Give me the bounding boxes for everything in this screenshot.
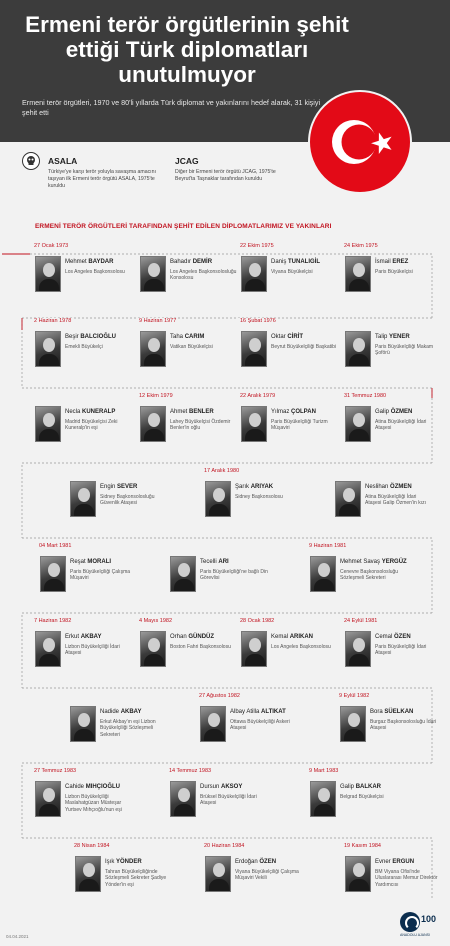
- victim-name: Cemal ÖZEN: [375, 634, 411, 640]
- victim-name: Erdoğan ÖZEN: [235, 859, 277, 865]
- portrait-photo: [310, 556, 336, 592]
- victim-role: Madrid Büyükelçisi Zeki Kuneralp'in eşi: [65, 419, 118, 432]
- victim-role: Vatikan Büyükelçisi: [170, 344, 213, 350]
- victim-date: 7 Haziran 1982: [34, 618, 72, 624]
- victim-date: 22 Aralık 1979: [240, 393, 276, 399]
- victim-role: Paris Büyükelçiliği'ne bağlı Din Görevlisi: [200, 569, 268, 582]
- org-asala-name: ASALA: [48, 156, 78, 166]
- portrait-photo: [310, 781, 336, 817]
- victim-card: [340, 393, 444, 463]
- victim-date: 2 Haziran 1978: [34, 318, 72, 324]
- victim-card: [30, 318, 134, 388]
- victim-role: Paris Büyükelçiliği Makam Şoförü: [375, 344, 434, 357]
- victim-card: [200, 843, 304, 913]
- victim-card: [340, 618, 444, 688]
- victim-card: [30, 393, 134, 463]
- portrait-photo: [40, 556, 66, 592]
- victim-card: [340, 843, 444, 913]
- victim-role: Los Angeles Başkonsolosu: [271, 644, 331, 650]
- org-jcag: [175, 156, 295, 183]
- portrait-photo: [340, 706, 366, 742]
- victim-name: Galip BALKAR: [340, 784, 382, 790]
- portrait-photo: [170, 556, 196, 592]
- victim-card: [236, 318, 340, 388]
- victim-date: 28 Nisan 1984: [74, 843, 110, 849]
- victim-name: İsmail EREZ: [375, 259, 409, 265]
- portrait-photo: [140, 256, 166, 292]
- victim-card: [330, 468, 434, 538]
- portrait-photo: [170, 781, 196, 817]
- victim-name: Tecelli ARI: [200, 559, 229, 565]
- victim-name: Engin SEVER: [100, 484, 138, 490]
- victim-card: [195, 693, 299, 763]
- section-title: ERMENİ TERÖR ÖRGÜTLERİ TARAFINDAN ŞEHİT EDİLEN DİPLOMATLARIMIZ VE YAKINLARI: [35, 223, 332, 230]
- portrait-photo: [345, 331, 371, 367]
- victim-role: Paris Büyükelçiliği İdari Ataşesi: [375, 644, 427, 657]
- victim-name: Beşir BALCIOĞLU: [65, 334, 117, 340]
- victim-date: 16 Şubat 1976: [240, 318, 276, 324]
- victim-date: 14 Temmuz 1983: [169, 768, 212, 774]
- victim-date: 9 Mart 1983: [309, 768, 339, 774]
- victim-role: Paris Büyükelçiliği Çalışma Müşaviri: [70, 569, 131, 582]
- victim-name: Işık YÖNDER: [105, 859, 142, 865]
- victim-date: 19 Kasım 1984: [344, 843, 381, 849]
- victim-role: Brüksel Büyükelçiliği İdari Ataşesi: [200, 794, 257, 807]
- victim-card: [305, 543, 409, 613]
- victim-date: 27 Ağustos 1982: [199, 693, 240, 699]
- portrait-photo: [241, 631, 267, 667]
- victim-role: Boston Fahri Başkonsolosu: [170, 644, 231, 650]
- portrait-photo: [35, 406, 61, 442]
- victim-name: Şarık ARIYAK: [235, 484, 274, 490]
- victim-role: Viyana Büyükelçiliği Çalışma Müşaviri Vekili: [235, 869, 299, 882]
- victim-role: Los Angeles Başkonsolosluğu Konsolosu: [170, 269, 237, 282]
- victim-name: Albay Atilla ALTIKAT: [230, 709, 286, 715]
- victim-card: [70, 843, 174, 913]
- victim-card: [236, 393, 340, 463]
- victim-card: [30, 243, 134, 313]
- victim-role: Atina Büyükelçiliği İdari Ataşesi Galip Özmen'in kızı: [365, 494, 426, 507]
- victim-role: Paris Büyükelçiliği Turizm Müşaviri: [271, 419, 328, 432]
- victim-role: Lizbon Büyükelçiliği Maslahatgüzarı Müsteşar Yurtsev Mıhçıoğlu'nun eşi: [65, 794, 122, 813]
- timeline-row-2: [0, 318, 450, 388]
- portrait-photo: [200, 706, 226, 742]
- portrait-photo: [205, 856, 231, 892]
- victim-name: Reşat MORALI: [70, 559, 112, 565]
- victim-name: Cahide MIHÇIOĞLU: [65, 784, 121, 790]
- org-jcag-text: Diğer bir Ermeni terör örgütü JCAG, 1975'te Beyrut'ta Taşnaklar tarafından kuruldu: [175, 169, 276, 182]
- victim-card: [165, 543, 269, 613]
- page-title: Ermeni terör örgütlerinin şehit ettiği Türk diplomatları unutulmuyor: [25, 12, 349, 87]
- victim-name: Kemal ARIKAN: [271, 634, 314, 640]
- portrait-photo: [345, 406, 371, 442]
- victim-name: Erkut AKBAY: [65, 634, 102, 640]
- victim-date: 28 Ocak 1982: [240, 618, 275, 624]
- victim-card: [135, 618, 239, 688]
- footer-date: 04.04.2021: [6, 934, 29, 939]
- victim-role: Lizbon Büyükelçiliği İdari Ataşesi: [65, 644, 120, 657]
- victim-name: Talip YENER: [375, 334, 410, 340]
- victim-name: Neslihan ÖZMEN: [365, 484, 412, 490]
- portrait-photo: [35, 631, 61, 667]
- victim-role: Erkut Akbay'ın eşi Lizbon Büyükelçiliği Sözleşmeli Sekreteri: [100, 719, 156, 738]
- victim-role: Sidney Başkonsolosu: [235, 494, 283, 500]
- victim-card: [335, 693, 439, 763]
- timeline-row-4: [0, 468, 450, 538]
- portrait-photo: [345, 856, 371, 892]
- victim-date: 24 Ekim 1975: [344, 243, 378, 249]
- page-subtitle: Ermeni terör örgütleri, 1970 ve 80'li yıllarda Türk diplomat ve yakınlarını hedef alarak, 31 kişiyi şehit etti: [22, 98, 321, 117]
- victim-role: Burgaz Başkonsolosluğu İdari Ataşesi: [370, 719, 437, 732]
- portrait-photo: [70, 481, 96, 517]
- victim-name: Daniş TUNALIGİL: [271, 259, 321, 265]
- victim-name: Evner ERGUN: [375, 859, 415, 865]
- victim-date: 22 Ekim 1975: [240, 243, 274, 249]
- org-asala-text: Türkiye'ye karşı terör yoluyla savaşma amacını taşıyan ilk Ermeni terör örgütü ASALA, 1975'te kuruldu: [48, 169, 156, 189]
- victim-card: [340, 318, 444, 388]
- victim-card: [30, 618, 134, 688]
- portrait-photo: [345, 256, 371, 292]
- turkish-flag-icon: [308, 90, 412, 194]
- victim-role: Ottawa Büyükelçiliği Askeri Ataşesi: [230, 719, 290, 732]
- victim-date: 20 Haziran 1984: [204, 843, 245, 849]
- victim-date: 27 Temmuz 1983: [34, 768, 77, 774]
- victim-name: Galip ÖZMEN: [375, 409, 413, 415]
- victim-date: 9 Eylül 1982: [339, 693, 370, 699]
- timeline-row-7: [0, 693, 450, 763]
- victim-card: [135, 393, 239, 463]
- victim-name: Necla KUNERALP: [65, 409, 116, 415]
- victim-name: Nadide AKBAY: [100, 709, 142, 715]
- victim-date: 9 Haziran 1977: [139, 318, 177, 324]
- victim-role: Lahey Büyükelçisi Özdemir Benler'in oğlu: [170, 419, 231, 432]
- portrait-photo: [35, 781, 61, 817]
- victim-date: 31 Temmuz 1980: [344, 393, 387, 399]
- timeline-row-6: [0, 618, 450, 688]
- victim-name: Orhan GÜNDÜZ: [170, 634, 215, 640]
- victim-name: Bahadır DEMİR: [170, 259, 213, 265]
- victim-card: [340, 243, 444, 313]
- victim-date: 4 Mayıs 1982: [139, 618, 173, 624]
- victim-date: 27 Ocak 1973: [34, 243, 69, 249]
- portrait-photo: [241, 331, 267, 367]
- portrait-photo: [35, 331, 61, 367]
- portrait-photo: [205, 481, 231, 517]
- portrait-photo: [335, 481, 361, 517]
- portrait-photo: [140, 406, 166, 442]
- victim-card: [236, 618, 340, 688]
- victim-role: BM Viyana Ofisi'nde Uluslararası Memur Direktör Yardımcısı: [375, 869, 438, 888]
- victim-card: [135, 243, 239, 313]
- anadolu-agency-logo-icon: 100 ANADOLU AJANSI: [400, 914, 437, 937]
- portrait-photo: [241, 256, 267, 292]
- portrait-photo: [140, 331, 166, 367]
- victim-role: Cenevre Başkonsolosluğu Sözleşmeli Sekreteri: [340, 569, 399, 582]
- timeline-row-9: [0, 843, 450, 913]
- logo-text: ANADOLU AJANSI: [400, 933, 430, 937]
- victim-card: [200, 468, 304, 538]
- victim-name: Oktar CİRİT: [271, 334, 304, 340]
- victim-card: [65, 693, 169, 763]
- timeline-row-5: [0, 543, 450, 613]
- victim-date: 17 Aralık 1980: [204, 468, 240, 474]
- skull-icon: [22, 152, 40, 170]
- victim-date: 04 Mart 1981: [39, 543, 72, 549]
- victim-name: Ahmet BENLER: [170, 409, 214, 415]
- victim-name: Dursun AKSOY: [200, 784, 243, 790]
- portrait-photo: [75, 856, 101, 892]
- timeline-row-3: [0, 393, 450, 463]
- victim-role: Belgrad Büyükelçisi: [340, 794, 384, 800]
- victim-role: Emekli Büyükelçi: [65, 344, 103, 350]
- victim-name: Mehmet Savaş YERGÜZ: [340, 559, 407, 565]
- victim-role: Beyrut Büyükelçiliği Başkatibi: [271, 344, 337, 350]
- org-jcag-name: JCAG: [175, 156, 199, 166]
- victim-name: Yılmaz ÇOLPAN: [271, 409, 316, 415]
- victim-role: Sidney Başkonsolosluğu Güvenlik Ataşesi: [100, 494, 155, 507]
- victim-card: [35, 543, 139, 613]
- victim-date: 12 Ekim 1979: [139, 393, 173, 399]
- victim-role: Los Angeles Başkonsolosu: [65, 269, 125, 275]
- portrait-photo: [140, 631, 166, 667]
- victim-date: 9 Haziran 1981: [309, 543, 347, 549]
- victim-card: [165, 768, 269, 838]
- victim-role: Paris Büyükelçisi: [375, 269, 413, 275]
- victim-role: Tahran Büyükelçiliğinde Sözleşmeli Sekreter Şadiye Yönder'in eşi: [105, 869, 167, 888]
- victim-name: Bora SÜELKAN: [370, 709, 414, 715]
- victim-role: Atina Büyükelçiliği İdari Ataşesi: [375, 419, 427, 432]
- victim-card: [236, 243, 340, 313]
- victim-card: [30, 768, 134, 838]
- timeline-row-1: [0, 243, 450, 313]
- timeline-row-8: [0, 768, 450, 838]
- org-asala: [48, 156, 168, 190]
- portrait-photo: [241, 406, 267, 442]
- victim-role: Viyana Büyükelçisi: [271, 269, 313, 275]
- victim-name: Mehmet BAYDAR: [65, 259, 114, 265]
- portrait-photo: [345, 631, 371, 667]
- victim-date: 24 Eylül 1981: [344, 618, 378, 624]
- victim-name: Taha CARIM: [170, 334, 205, 340]
- victim-card: [65, 468, 169, 538]
- portrait-photo: [35, 256, 61, 292]
- portrait-photo: [70, 706, 96, 742]
- victim-card: [135, 318, 239, 388]
- victim-card: [305, 768, 409, 838]
